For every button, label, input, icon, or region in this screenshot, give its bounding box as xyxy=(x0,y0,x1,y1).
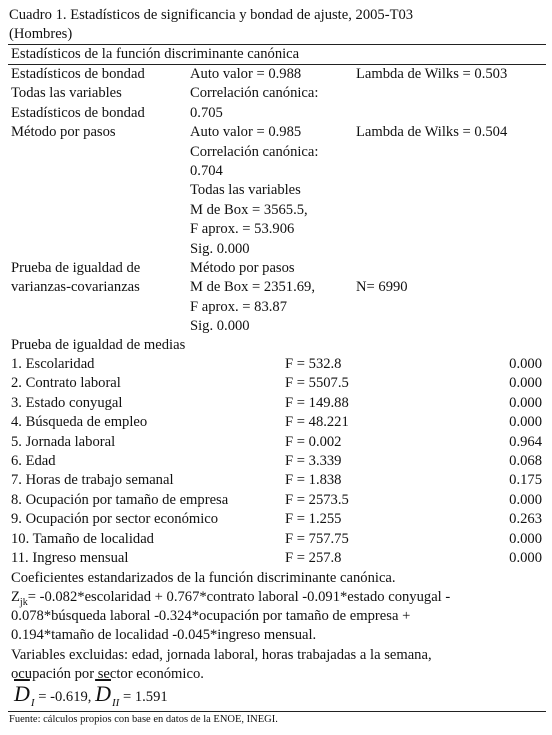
significance-value: 0.000 xyxy=(509,356,542,372)
centroid-d1-subscript: I xyxy=(30,697,35,709)
significance-value: 0.964 xyxy=(509,434,542,450)
significance-value: 0.068 xyxy=(509,453,542,469)
discriminant-equation-line1 xyxy=(11,588,450,608)
equation-text: = -0.082*escolaridad + 0.767*contrato laboral -0.091*estado conyugal - xyxy=(27,589,451,605)
variable-name: 9. Ocupación por sector económico xyxy=(11,511,219,527)
section-heading-canonical: Estadísticos de la función discriminante canónica xyxy=(11,46,300,62)
significance-value: 0.000 xyxy=(509,414,542,430)
f-statistic: F = 3.339 xyxy=(285,453,342,469)
significance-value: 0.175 xyxy=(509,472,542,488)
variable-name: 6. Edad xyxy=(11,453,56,469)
canonical-row-middle: M de Box = 2351.69, xyxy=(190,279,315,295)
source-note: Fuente: cálculos propios con base en datos de la ENOE, INEGI. xyxy=(9,714,278,725)
f-statistic: F = 1.838 xyxy=(285,472,342,488)
variable-name: 1. Escolaridad xyxy=(11,356,95,372)
centroid-d2-subscript: II xyxy=(111,697,120,709)
table-caption-subtitle: (Hombres) xyxy=(9,26,73,42)
canonical-row-middle: Sig. 0.000 xyxy=(190,241,250,257)
excluded-variables-line2: ocupación por sector económico. xyxy=(11,666,204,682)
centroid-d2-symbol: $\overline{D}$ xyxy=(95,681,111,706)
canonical-row-label: Todas las variables xyxy=(11,85,122,101)
f-statistic: F = 48.221 xyxy=(285,414,349,430)
centroid-d1-value: = -0.619, xyxy=(34,689,92,705)
significance-value: 0.263 xyxy=(509,511,542,527)
canonical-row-label: Estadísticos de bondad xyxy=(11,105,145,121)
table-caption: Cuadro 1. Estadísticos de significancia y bondad de ajuste, 2005-T03 xyxy=(9,7,414,23)
canonical-row-middle: F aprox. = 53.906 xyxy=(190,221,295,237)
discriminant-equation-line2: 0.078*búsqueda laboral -0.324*ocupación por tamaño de empresa + xyxy=(11,608,411,624)
equation-variable: Z xyxy=(11,589,20,605)
f-statistic: F = 2573.5 xyxy=(285,492,349,508)
f-statistic: F = 1.255 xyxy=(285,511,342,527)
canonical-row-middle: Todas las variables xyxy=(190,182,301,198)
canonical-row-middle: Correlación canónica: xyxy=(190,144,319,160)
variable-name: 5. Jornada laboral xyxy=(11,434,116,450)
discriminant-equation-line3: 0.194*tamaño de localidad -0.045*ingreso mensual. xyxy=(11,627,317,643)
excluded-variables-line1: Variables excluidas: edad, jornada laboral, horas trabajadas a la semana, xyxy=(11,647,432,663)
variable-name: 11. Ingreso mensual xyxy=(11,550,129,566)
variable-name: 10. Tamaño de localidad xyxy=(11,531,154,547)
canonical-row-label: Método por pasos xyxy=(11,124,116,140)
significance-value: 0.000 xyxy=(509,531,542,547)
section-heading-means-test: Prueba de igualdad de medias xyxy=(11,337,186,353)
f-statistic: F = 149.88 xyxy=(285,395,349,411)
f-statistic: F = 532.8 xyxy=(285,356,342,372)
canonical-row-right: Lambda de Wilks = 0.504 xyxy=(356,124,508,140)
significance-value: 0.000 xyxy=(509,375,542,391)
variable-name: 8. Ocupación por tamaño de empresa xyxy=(11,492,229,508)
f-statistic: F = 0.002 xyxy=(285,434,342,450)
canonical-row-middle: Sig. 0.000 xyxy=(190,318,250,334)
section-heading-coefficients: Coeficientes estandarizados de la función discriminante canónica. xyxy=(11,570,396,586)
canonical-row-middle: 0.705 xyxy=(190,105,223,121)
f-statistic: F = 257.8 xyxy=(285,550,342,566)
variable-name: 2. Contrato laboral xyxy=(11,375,121,391)
significance-value: 0.000 xyxy=(509,550,542,566)
centroid-d1-symbol: $\overline{D}$ xyxy=(14,681,30,706)
group-centroids xyxy=(14,681,168,711)
canonical-row-middle: Correlación canónica: xyxy=(190,85,319,101)
canonical-row-label: Prueba de igualdad de xyxy=(11,260,141,276)
canonical-row-middle: 0.704 xyxy=(190,163,223,179)
variable-name: 7. Horas de trabajo semanal xyxy=(11,472,174,488)
canonical-row-middle: Método por pasos xyxy=(190,260,295,276)
variable-name: 3. Estado conyugal xyxy=(11,395,123,411)
canonical-row-label: Estadísticos de bondad xyxy=(11,66,145,82)
variable-name: 4. Búsqueda de empleo xyxy=(11,414,148,430)
f-statistic: F = 757.75 xyxy=(285,531,349,547)
significance-value: 0.000 xyxy=(509,492,542,508)
canonical-row-right: Lambda de Wilks = 0.503 xyxy=(356,66,508,82)
f-statistic: F = 5507.5 xyxy=(285,375,349,391)
canonical-row-middle: Auto valor = 0.988 xyxy=(190,66,302,82)
canonical-row-right: N= 6990 xyxy=(356,279,408,295)
centroid-d2-value: = 1.591 xyxy=(119,689,168,705)
canonical-row-middle: Auto valor = 0.985 xyxy=(190,124,302,140)
canonical-row-middle: M de Box = 3565.5, xyxy=(190,202,308,218)
canonical-row-middle: F aprox. = 83.87 xyxy=(190,299,288,315)
equation-subscript: jk xyxy=(19,597,28,608)
significance-value: 0.000 xyxy=(509,395,542,411)
canonical-row-label: varianzas-covarianzas xyxy=(11,279,140,295)
